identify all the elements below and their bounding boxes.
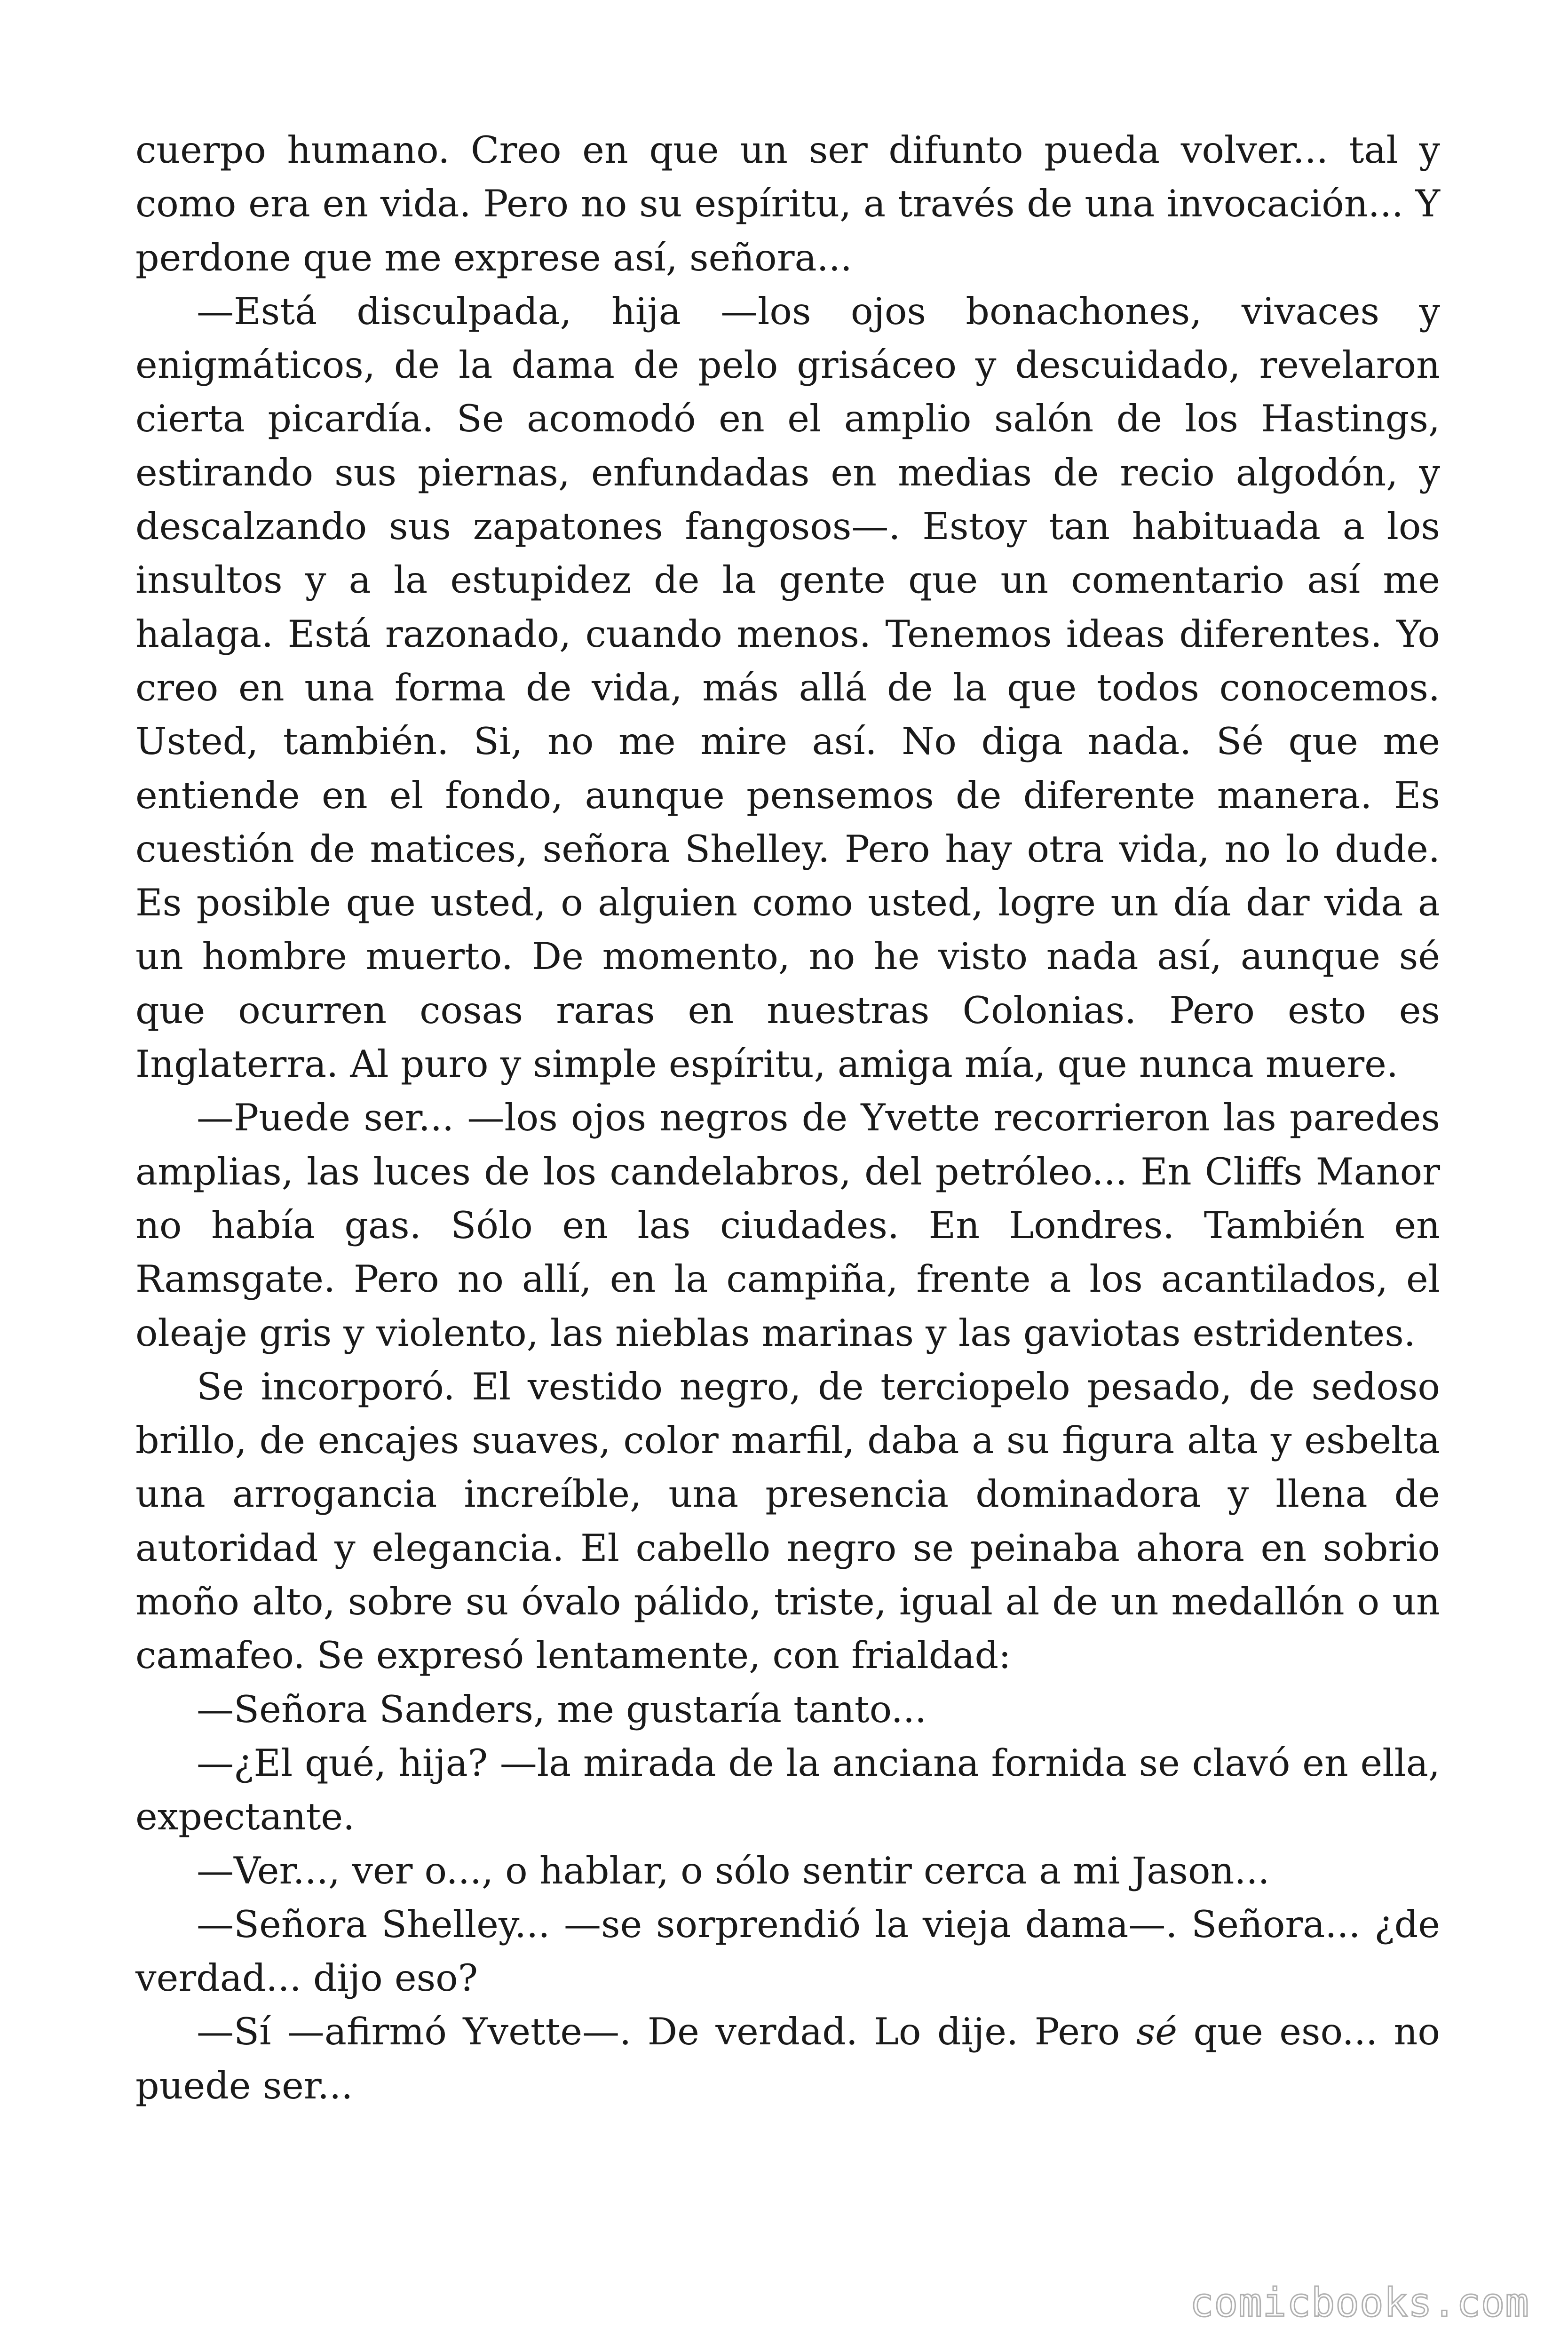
- emphasized-word: sé: [1136, 2010, 1178, 2054]
- paragraph-text: —Sí —afirmó Yvette—. De verdad. Lo dije. Pero: [197, 2010, 1136, 2054]
- paragraph: —Señora Sanders, me gustaría tanto...: [197, 1687, 927, 1731]
- paragraph: —¿El qué, hija? —la mirada de la anciana fornida se clavó en ella, expectante.: [135, 1741, 1440, 1839]
- paragraph: —Puede ser... —los ojos negros de Yvette recorrieron las paredes amplias, las luces de los candelabros, del petróleo... En Cliffs Manor no había gas. Sólo en las ciudades. En Londres. También en Ramsgate. Pero no allí, en la campiña, frente a los acantilados, el oleaje gris y violento, las nieblas marinas y las gaviotas estridentes.: [135, 1096, 1440, 1355]
- paragraph: —Ver..., ver o..., o hablar, o sólo sentir cerca a mi Jason...: [197, 1849, 1270, 1892]
- paragraph: Se incorporó. El vestido negro, de terciopelo pesado, de sedoso brillo, de encajes suaves, color marfil, daba a su figura alta y esbelta una arrogancia increíble, una presencia dominadora y llena de autoridad y elegancia. El cabello negro se peinaba ahora en sobrio moño alto, sobre su óvalo pálido, triste, igual al de un medallón o un camafeo. Se expresó lentamente, con frialdad:: [135, 1365, 1440, 1677]
- watermark: comicbooks.com: [1189, 2280, 1529, 2326]
- paragraph: —Señora Shelley... —se sorprendió la vieja dama—. Señora... ¿de verdad... dijo eso?: [135, 1902, 1440, 2000]
- paragraph-last: [135, 2005, 1440, 2113]
- paragraph: cuerpo humano. Creo en que un ser difunto pueda volver... tal y como era en vida. Pero no su espíritu, a través de una invocación... Y perdone que me exprese así, señora...: [135, 128, 1440, 279]
- book-page-text: [135, 123, 1440, 2113]
- paragraph: —Está disculpada, hija —los ojos bonachones, vivaces y enigmáticos, de la dama de pelo grisáceo y descuidado, revelaron cierta picardía. Se acomodó en el amplio salón de los Hastings, estirando sus piernas, enfundadas en medias de recio algodón, y descalzando sus zapatones fangosos—. Estoy tan habituada a los insultos y a la estupidez de la gente que un comentario así me halaga. Está razonado, cuando menos. Tenemos ideas diferentes. Yo creo en una forma de vida, más allá de la que todos conocemos. Usted, también. Si, no me mire así. No diga nada. Sé que me entiende en el fondo, aunque pensemos de diferente manera. Es cuestión de matices, señora Shelley. Pero hay otra vida, no lo dude. Es posible que usted, o alguien como usted, logre un día dar vida a un hombre muerto. De momento, no he visto nada así, aunque sé que ocurren cosas raras en nuestras Colonias. Pero esto es Inglaterra. Al puro y simple espíritu, amiga mía, que nunca muere.: [135, 289, 1440, 1086]
- paragraph-text: que eso... no puede ser...: [135, 2010, 1440, 2107]
